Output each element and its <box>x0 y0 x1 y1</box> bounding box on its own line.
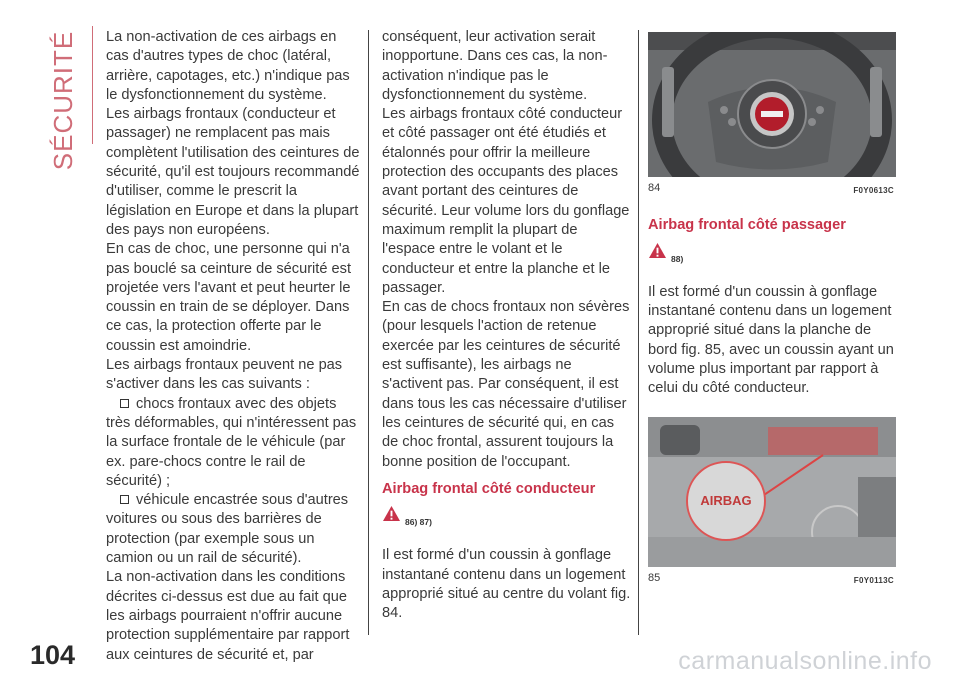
figure-caption <box>648 569 896 590</box>
warning-refs: 86) 87) <box>405 517 432 528</box>
warning-reference <box>648 242 903 269</box>
paragraph: Les airbags frontaux (conducteur et passager) ne remplacent pas mais complètent l'utilisation des ceintures de sécurité, qu'il est toujours recommandé d'utiliser, comme le prescrit la législation en Europe et dans la plupart des pays non européens. <box>106 106 360 238</box>
steering-wheel-illustration <box>648 32 896 177</box>
page-number: 104 <box>30 640 76 670</box>
figure-code: F0Y0113C <box>853 575 894 585</box>
paragraph: Il est formé d'un coussin à gonflage instantané contenu dans un logement approprié situé dans la planche de bord fig. 85, avec un coussin ayant un volume plus important par rapport à celui du côté conducteur. <box>648 283 894 397</box>
section-title-text: SÉCURITÉ <box>48 30 79 170</box>
warning-reference <box>382 505 632 532</box>
figure-85-passenger-airbag <box>648 417 896 567</box>
bullet-item <box>106 395 361 491</box>
warning-triangle-icon <box>648 242 667 259</box>
column-1 <box>106 28 361 665</box>
heading-passenger-airbag: Airbag frontal côté passager <box>648 217 846 234</box>
paragraph: Il est formé d'un coussin à gonflage instantané contenu dans un logement approprié situé au centre du volant fig. 84. <box>382 547 631 622</box>
figure-number: 85 <box>648 571 661 584</box>
section-title <box>44 20 84 180</box>
checkbox-bullet-icon <box>120 495 129 504</box>
section-title-rule <box>92 26 93 144</box>
paragraph: La non-activation de ces airbags en cas d'autres types de choc (latéral, arrière, capotages, etc.) n'indique pas le dysfonctionnement du système. <box>106 29 350 103</box>
figure-number: 84 <box>648 182 661 194</box>
bullet-item <box>106 491 361 568</box>
figure-code: F0Y0613C <box>853 186 894 195</box>
figure-caption <box>648 179 896 200</box>
paragraph: La non-activation dans les conditions décrites ci-dessus est due au fait que les airbags pourraient n'offrir aucune protection supplémentaire par rapport aux ceintures de sécurité et, par <box>106 569 350 663</box>
paragraph: Les airbags frontaux côté conducteur et côté passager ont été étudiés et étalonnés pour offrir la meilleure protection des occupants des places avant portant des ceintures de sécurité. Leur volume lors du gonflage maximum remplit la plupart de l'espace entre le volant et le conducteur et entre la planche et le passager. <box>382 106 630 296</box>
paragraph: Les airbags frontaux peuvent ne pas s'activer dans les cas suivants : <box>106 357 343 393</box>
dashboard-illustration <box>648 417 896 567</box>
airbag-label-text: AIRBAG <box>700 493 752 509</box>
column-3 <box>648 28 903 590</box>
column-divider-2 <box>638 30 639 635</box>
paragraph: conséquent, leur activation serait inopportune. Dans ces cas, la non-activation n'indique pas le dysfonctionnement du système. <box>382 29 608 103</box>
column-divider-1 <box>368 30 369 635</box>
airbag-label <box>686 461 766 541</box>
figure-84-steering-wheel <box>648 32 896 177</box>
warning-triangle-icon <box>382 505 401 522</box>
bullet-text: chocs frontaux avec des objets très déformables, qui n'intéressent pas la surface frontale de le véhicule (par ex. pare-chocs contre le rail de sécurité) ; <box>106 395 357 489</box>
watermark: carmanualsonline.info <box>678 647 932 675</box>
paragraph: En cas de chocs frontaux non sévères (pour lesquels l'action de retenue exercée par les ceintures de sécurité est suffisante), les airbags ne s'activent pas. Par conséquent, il est dans tous les cas nécessaire d'utiliser les ceintures de sécurité qui, en cas de choc frontal, assurent toujours la bonne position de l'occupant. <box>382 299 630 470</box>
checkbox-bullet-icon <box>120 399 129 408</box>
bullet-text: véhicule encastrée sous d'autres voitures ou sous des barrières de protection (par exemple sous un camion ou un rail de sécurité). <box>106 492 349 567</box>
paragraph: En cas de choc, une personne qui n'a pas bouclé sa ceinture de sécurité est projetée vers l'avant et peut heurter le coussin en train de se déployer. Dans ce cas, la protection offerte par le coussin est amoindrie. <box>106 241 351 354</box>
heading-driver-airbag: Airbag frontal côté conducteur <box>382 480 596 497</box>
column-2 <box>382 28 632 624</box>
warning-refs: 88) <box>671 253 684 264</box>
